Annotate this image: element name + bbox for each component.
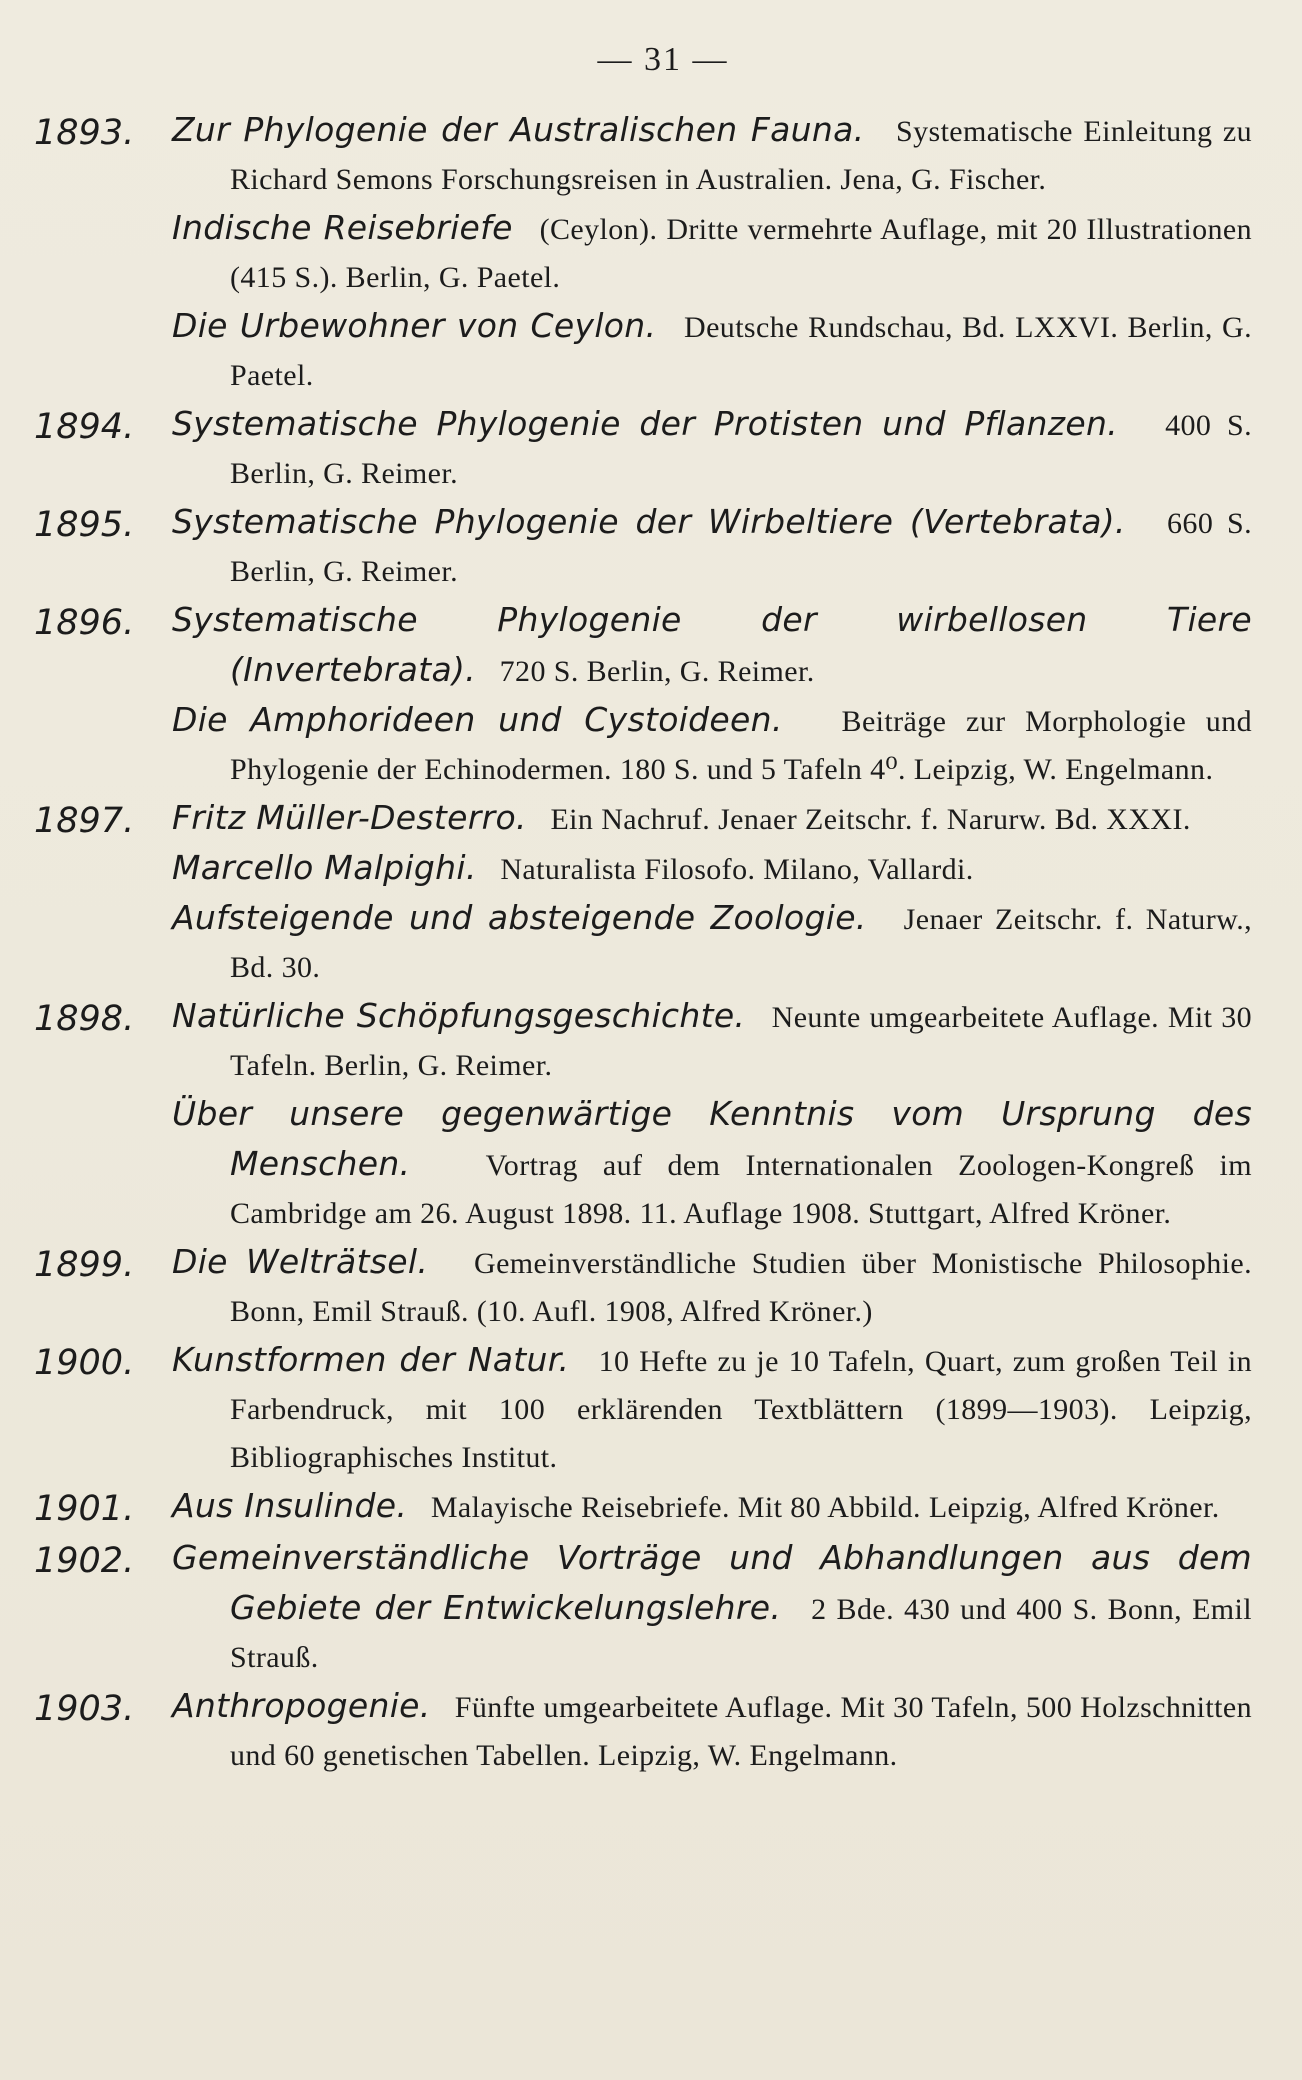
work-item (172, 204, 1252, 302)
work-description: 720 S. Berlin, G. Reimer. (499, 655, 815, 688)
works-list (172, 400, 1252, 498)
year-entry-1893 (34, 106, 1252, 400)
work-item (172, 106, 1252, 204)
work-description: 660 S. Berlin, G. Reimer. (230, 507, 1252, 588)
work-item (172, 696, 1252, 794)
works-list (172, 498, 1252, 596)
works-list (172, 1336, 1252, 1482)
work-title: Systematische Phylogenie der Wirbeltiere (Vertebrata). (172, 502, 1126, 541)
work-title: Zur Phylogenie der Australischen Fauna. (172, 110, 865, 149)
work-item (172, 302, 1252, 400)
year-label: 1896. (34, 603, 135, 643)
year-entry-1896 (34, 596, 1252, 794)
work-description: Beiträge zur Morphologie und Phylogenie der Echinodermen. 180 S. und 5 Tafeln 4⁰. Leipzig, W. Engelmann. (230, 705, 1252, 786)
work-description: 2 Bde. 430 und 400 S. Bonn, Emil Strauß. (230, 1593, 1253, 1674)
work-description: (Ceylon). Dritte vermehrte Auflage, mit 20 Illustrationen (415 S.). Berlin, G. Paetel. (230, 213, 1252, 294)
work-title: Natürliche Schöpfungsgeschichte. (172, 996, 746, 1035)
works-list (172, 1682, 1252, 1780)
year-entry-1899 (34, 1238, 1252, 1336)
year-label: 1902. (34, 1541, 135, 1581)
work-title: Anthropogenie. (172, 1686, 431, 1725)
work-item (172, 844, 1252, 894)
year-entry-1900 (34, 1336, 1252, 1482)
work-description: Vortrag auf dem Internationalen Zoologen-Kongreß im Cambridge am 26. August 1898. 11. Auflage 1908. Stuttgart, Alfred Kröner. (230, 1149, 1252, 1230)
work-item (172, 596, 1252, 696)
year-label: 1895. (34, 505, 135, 545)
work-item (172, 1238, 1252, 1336)
work-title: Systematische Phylogenie der wirbellosen Tiere (Invertebrata). (172, 600, 1252, 689)
year-entry-1894 (34, 400, 1252, 498)
work-item (172, 794, 1252, 844)
work-description: Systematische Einleitung zu Richard Semons Forschungsreisen in Australien. Jena, G. Fischer. (230, 115, 1253, 196)
work-title: Über unsere gegenwärtige Kenntnis vom Ursprung des Menschen. (172, 1094, 1252, 1183)
year-label: 1898. (34, 999, 135, 1039)
work-item (172, 498, 1252, 596)
work-title: Die Welträtsel. (172, 1242, 429, 1281)
year-entry-1895 (34, 498, 1252, 596)
work-description: Deutsche Rundschau, Bd. LXXVI. Berlin, G. Paetel. (230, 311, 1253, 392)
works-list (172, 992, 1252, 1238)
work-title: Aus Insulinde. (172, 1486, 408, 1525)
work-description: Neunte umgearbeitete Auflage. Mit 30 Tafeln. Berlin, G. Reimer. (230, 1001, 1253, 1082)
works-list (172, 596, 1252, 794)
work-item (172, 894, 1252, 992)
year-label: 1894. (34, 407, 135, 447)
work-description: Ein Nachruf. Jenaer Zeitschr. f. Narurw. Bd. XXXI. (550, 803, 1191, 836)
work-item (172, 1534, 1252, 1682)
work-item (172, 992, 1252, 1090)
work-description: 400 S. Berlin, G. Reimer. (230, 409, 1252, 490)
works-list (172, 794, 1252, 992)
works-list (172, 1534, 1252, 1682)
year-label: 1897. (34, 801, 135, 841)
work-title: Kunstformen der Natur. (172, 1340, 570, 1379)
work-description: Gemeinverständliche Studien über Monistische Philosophie. Bonn, Emil Strauß. (10. Aufl. 1908, Alfred Kröner.) (230, 1247, 1253, 1328)
work-description: Jenaer Zeitschr. f. Naturw., Bd. 30. (230, 903, 1253, 984)
work-title: Systematische Phylogenie der Protisten und Pflanzen. (172, 404, 1118, 443)
work-description: Malayische Reisebriefe. Mit 80 Abbild. Leipzig, Alfred Kröner. (430, 1491, 1220, 1524)
work-title: Die Urbewohner von Ceylon. (172, 306, 657, 345)
year-label: 1903. (34, 1689, 135, 1729)
work-title: Indische Reisebriefe (172, 208, 513, 247)
work-item (172, 1482, 1252, 1532)
work-description: Naturalista Filosofo. Milano, Vallardi. (500, 853, 974, 886)
year-label: 1899. (34, 1245, 135, 1285)
year-entry-1901 (34, 1482, 1252, 1534)
year-entry-1902 (34, 1534, 1252, 1682)
work-item (172, 1090, 1252, 1238)
works-list (172, 1238, 1252, 1336)
year-entry-1897 (34, 794, 1252, 992)
work-title: Aufsteigende und absteigende Zoologie. (172, 898, 867, 937)
page-number: — 31 — (597, 41, 729, 78)
bibliography-list (34, 106, 1252, 1780)
year-label: 1900. (34, 1343, 135, 1383)
year-entry-1903 (34, 1682, 1252, 1780)
work-item (172, 400, 1252, 498)
works-list (172, 106, 1252, 400)
work-item (172, 1336, 1252, 1482)
work-item (172, 1682, 1252, 1780)
works-list (172, 1482, 1252, 1532)
year-label: 1901. (34, 1489, 135, 1529)
work-title: Marcello Malpighi. (172, 848, 477, 887)
work-title: Fritz Müller-Desterro. (172, 798, 527, 837)
work-title: Gemeinverständliche Vorträge und Abhandlungen aus dem Gebiete der Entwickelungslehre. (172, 1538, 1252, 1627)
year-entry-1898 (34, 992, 1252, 1238)
work-description: Fünfte umgearbeitete Auflage. Mit 30 Tafeln, 500 Holzschnitten und 60 genetischen Tabellen. Leipzig, W. Engelmann. (230, 1691, 1252, 1772)
year-label: 1893. (34, 113, 135, 153)
work-title: Die Amphorideen und Cystoideen. (172, 700, 783, 739)
work-description: 10 Hefte zu je 10 Tafeln, Quart, zum großen Teil in Farbendruck, mit 100 erklärenden Textblättern (1899—1903). Leipzig, Bibliographisches Institut. (230, 1345, 1252, 1474)
